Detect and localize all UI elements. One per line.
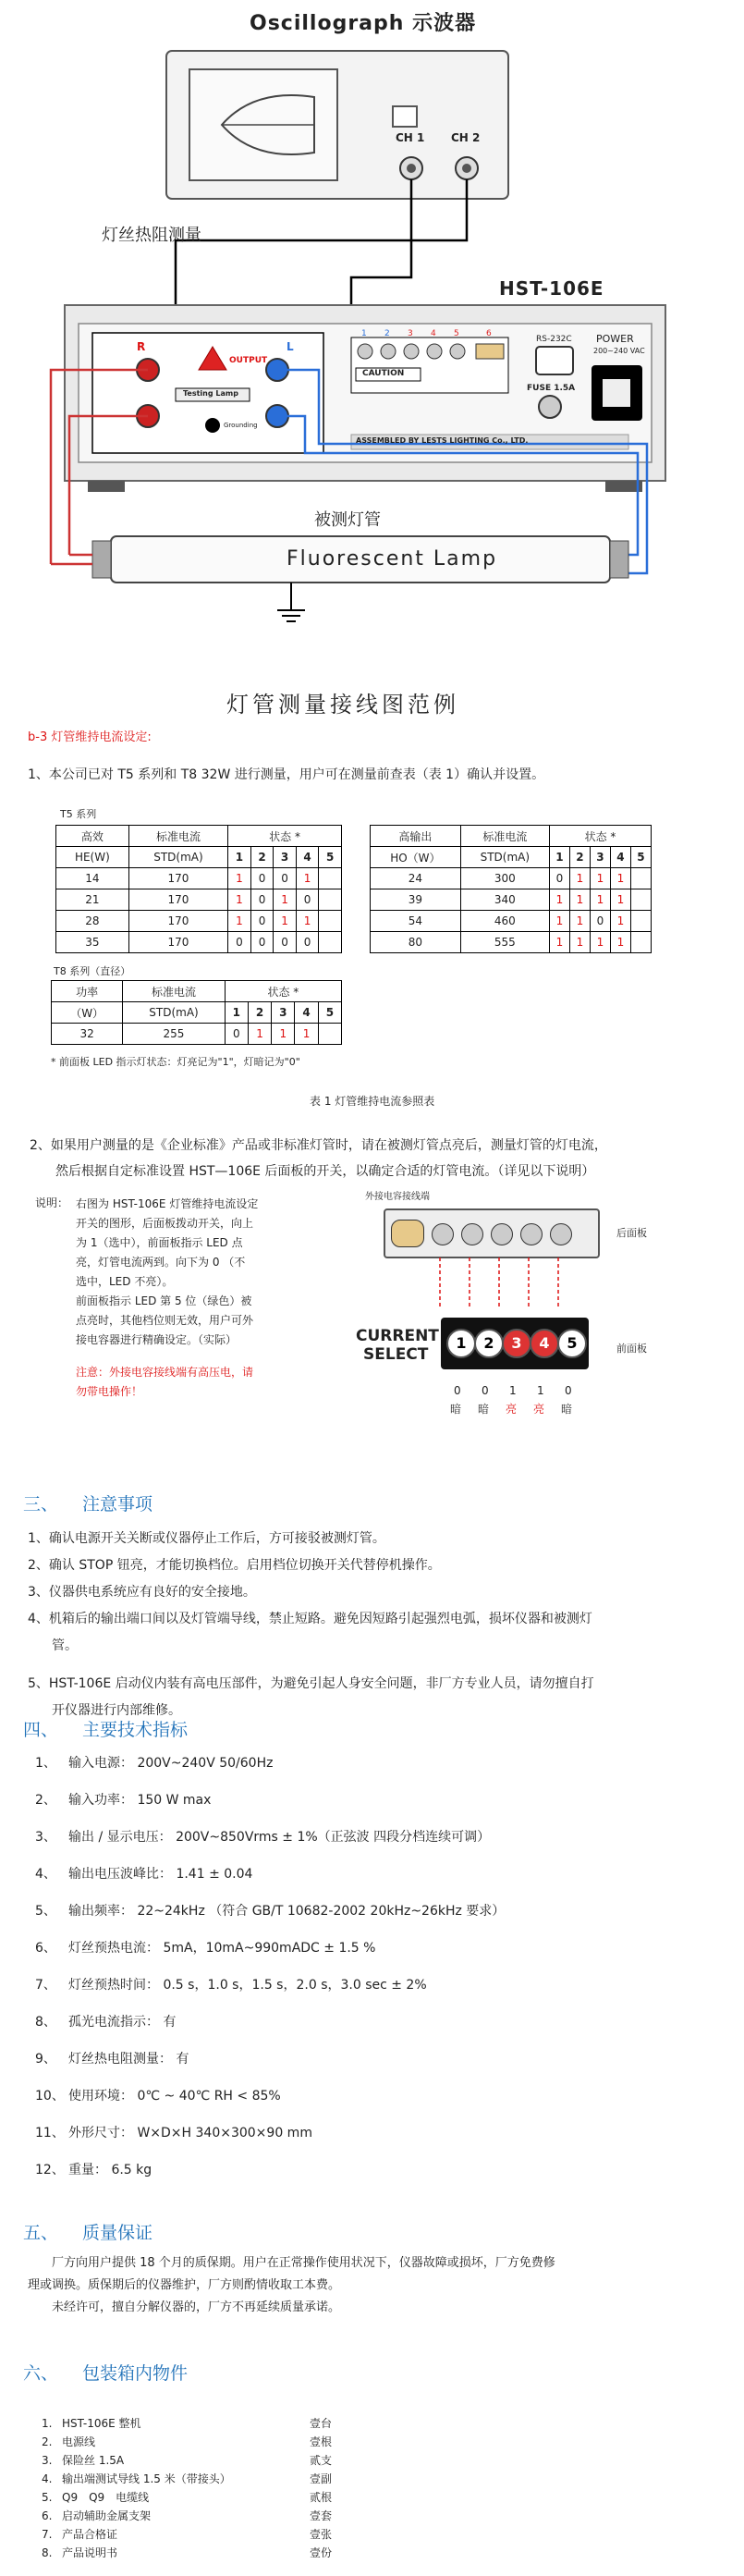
section3-list xyxy=(28,1526,594,1724)
spec-num: 4、 xyxy=(35,1867,56,1882)
led-value: 1 xyxy=(537,1384,544,1397)
pack-qty: 壹份 xyxy=(310,2546,333,2559)
cell: 35 xyxy=(56,932,129,953)
section6-num: 六、 xyxy=(23,2363,59,2384)
pack-num: 7. xyxy=(42,2528,53,2541)
list-item: 4、机箱后的输出端口间以及灯管端导线，禁止短路。避免因短路引起强烈电弧，损坏仪器和被测灯 xyxy=(28,1612,592,1626)
led-state: 暗 xyxy=(478,1403,490,1416)
cell: 300 xyxy=(460,868,549,889)
cell: 0 xyxy=(549,868,569,889)
cell: 2 xyxy=(569,847,590,868)
explain-line: 接电容器进行精确设定。（实际） xyxy=(76,1333,238,1346)
cell: 高效 xyxy=(56,826,129,847)
cell: 170 xyxy=(128,911,227,932)
spec-item xyxy=(35,1864,252,1890)
rear-panel xyxy=(384,1208,600,1258)
cell: 5 xyxy=(630,847,651,868)
cell: STD(mA) xyxy=(460,847,549,868)
lamp-under-test: 被测灯管 xyxy=(314,510,381,530)
paragraph: 理或调换。质保期后的仪器维护，厂方则酌情收取工本费。 xyxy=(28,2278,341,2292)
port-6: 6 xyxy=(486,329,492,338)
section4-heading xyxy=(23,1716,188,1741)
testing-lamp-label: Testing Lamp xyxy=(183,389,238,398)
cell: 1 xyxy=(610,911,630,932)
rear-label: 后面板 xyxy=(616,1227,647,1239)
cell: 状态 * xyxy=(228,826,342,847)
led-state: 暗 xyxy=(450,1403,462,1416)
spec-num: 7、 xyxy=(35,1978,56,1993)
cell: 1 xyxy=(296,911,319,932)
led-value: 0 xyxy=(482,1384,489,1397)
spec-text: 输入功率： 150 W max xyxy=(68,1793,212,1808)
ch1-label: CH 1 xyxy=(396,131,425,144)
table-row xyxy=(371,889,652,911)
section3-title: 注意事项 xyxy=(82,1494,153,1515)
cell xyxy=(319,868,342,889)
cell: 0 xyxy=(250,868,274,889)
cell: 1 xyxy=(610,889,630,911)
table-row xyxy=(371,911,652,932)
cell: 1 xyxy=(225,1002,248,1024)
cell: 39 xyxy=(371,889,461,911)
explain-line: 右图为 HST-106E 灯管维持电流设定 xyxy=(76,1197,259,1210)
pack-num: 4. xyxy=(42,2472,53,2485)
cell: 21 xyxy=(56,889,129,911)
pack-item xyxy=(42,2526,374,2545)
cell: 5 xyxy=(318,1002,341,1024)
cell: 1 xyxy=(569,932,590,953)
pack-num: 3. xyxy=(42,2454,53,2467)
pack-qty: 贰支 xyxy=(310,2454,333,2467)
section5-heading xyxy=(23,2219,152,2244)
cell: 4 xyxy=(610,847,630,868)
cell: 1 xyxy=(272,1024,295,1045)
table-row xyxy=(56,911,342,932)
table-row xyxy=(56,889,342,911)
t5-left-table xyxy=(55,825,342,953)
cell: 1 xyxy=(549,847,569,868)
l-label: L xyxy=(287,340,294,353)
spec-num: 2、 xyxy=(35,1793,56,1808)
cell: 1 xyxy=(274,889,297,911)
cell: 255 xyxy=(123,1024,225,1045)
pack-num: 5. xyxy=(42,2491,53,2504)
led-3: 3 xyxy=(502,1329,531,1358)
cell: 1 xyxy=(248,1024,271,1045)
port-2: 2 xyxy=(384,329,390,338)
power-label: POWER xyxy=(596,333,634,345)
cell: 0 xyxy=(274,868,297,889)
spec-num: 3、 xyxy=(35,1830,56,1845)
cell: 0 xyxy=(250,889,274,911)
cell: 1 xyxy=(228,911,251,932)
pack-name: HST-106E 整机 xyxy=(62,2417,141,2430)
cell xyxy=(318,1024,341,1045)
spec-item xyxy=(35,1938,375,1964)
spec-item xyxy=(35,1790,211,1816)
explain-block xyxy=(76,1195,307,1402)
pack-num: 2. xyxy=(42,2435,53,2448)
grounding-label: Grounding xyxy=(224,422,258,429)
cell: 170 xyxy=(128,932,227,953)
cell: 80 xyxy=(371,932,461,953)
led-4: 4 xyxy=(530,1329,559,1358)
led-5: 5 xyxy=(557,1329,587,1358)
fuse-label: FUSE 1.5A xyxy=(527,384,576,393)
switch-diagram xyxy=(356,1188,707,1466)
cell: 1 xyxy=(569,911,590,932)
section5-body xyxy=(28,2252,730,2319)
table-row xyxy=(371,868,652,889)
cell: 1 xyxy=(228,868,251,889)
explain-line: 开关的图形，后面板拨动开关，向上 xyxy=(76,1217,254,1230)
cell: 1 xyxy=(569,889,590,911)
explain-line: 选中，LED 不亮）。 xyxy=(76,1275,174,1288)
table-caption: 表 1 灯管维持电流参照表 xyxy=(310,1095,435,1108)
t8-table xyxy=(51,980,342,1045)
spec-item xyxy=(35,1827,490,1853)
pack-name: 输出端测试导线 1.5 米（带接头） xyxy=(62,2472,231,2485)
section-b-p1: 1、本公司已对 T5 系列和 T8 32W 进行测量，用户可在测量前查表（表 1）确认并设置。 xyxy=(28,767,545,782)
cell xyxy=(319,911,342,932)
cell: 4 xyxy=(295,1002,318,1024)
fluorescent-label: Fluorescent Lamp xyxy=(287,547,498,570)
cell: 状态 * xyxy=(549,826,651,847)
port-5: 5 xyxy=(454,329,459,338)
table-row xyxy=(56,932,342,953)
spec-text: 孤光电流指示： 有 xyxy=(68,2015,177,2030)
led-value: 0 xyxy=(565,1384,572,1397)
filament-label: 灯丝热阻测量 xyxy=(102,226,201,245)
cell: 555 xyxy=(460,932,549,953)
cell: STD(mA) xyxy=(123,1002,225,1024)
list-item: 3、仪器供电系统应有良好的安全接地。 xyxy=(28,1585,256,1600)
paragraph: 未经许可，擅自分解仪器的，厂方不再延续质量承诺。 xyxy=(52,2300,341,2314)
pack-num: 1. xyxy=(42,2417,53,2430)
pack-name: 启动辅助金属支架 xyxy=(62,2509,152,2522)
pack-qty: 贰根 xyxy=(310,2491,333,2504)
spec-item xyxy=(35,1901,505,1927)
output-label: OUTPUT xyxy=(229,356,268,365)
spec-text: 灯丝预热电流： 5mA，10mA~990mADC ± 1.5 % xyxy=(68,1941,376,1956)
cell: 1 xyxy=(569,868,590,889)
cell: 24 xyxy=(371,868,461,889)
port-3: 3 xyxy=(408,329,413,338)
led-1: 1 xyxy=(446,1329,476,1358)
cell: 1 xyxy=(549,889,569,911)
pack-item xyxy=(42,2434,374,2452)
port-1: 1 xyxy=(361,329,367,338)
t5-right-table xyxy=(370,825,652,953)
section5-title: 质量保证 xyxy=(82,2223,153,2243)
spec-text: 外形尺寸： W×D×H 340×300×90 mm xyxy=(68,2126,312,2141)
pack-qty: 壹副 xyxy=(310,2472,333,2485)
spec-item xyxy=(35,1753,273,1779)
spec-num: 9、 xyxy=(35,2052,56,2067)
cell: 3 xyxy=(274,847,297,868)
spec-text: 重量： 6.5 kg xyxy=(68,2163,152,2177)
cell: 0 xyxy=(296,932,319,953)
ch2-label: CH 2 xyxy=(451,131,481,144)
oscilloscope-knob xyxy=(393,106,417,127)
cell: 0 xyxy=(274,932,297,953)
cell xyxy=(630,932,651,953)
spec-num: 1、 xyxy=(35,1756,56,1771)
power-spec: 200~240 VAC xyxy=(593,347,645,355)
cell: 标准电流 xyxy=(123,981,225,1002)
cell: 2 xyxy=(250,847,274,868)
section-b-p2a: 2、如果用户测量的是《企业标准》产品或非标准灯管时，请在被测灯管点亮后，测量灯管的灯电流， xyxy=(30,1138,607,1153)
led-value: 0 xyxy=(454,1384,461,1397)
cell: 1 xyxy=(590,868,610,889)
cell: HE(W) xyxy=(56,847,129,868)
list-item: 1、确认电源开关关断或仪器停止工作后，方可接驳被测灯管。 xyxy=(28,1531,385,1546)
explain-line: 点亮时，其他档位则无效，用户可外 xyxy=(76,1314,254,1327)
caution-label: CAUTION xyxy=(362,369,405,378)
paragraph: 厂方向用户提供 18 个月的质保期。用户在正常操作使用状况下，仪器故障或损坏，厂方免费修 xyxy=(52,2256,555,2270)
pack-item xyxy=(42,2508,374,2526)
pack-qty: 壹套 xyxy=(310,2509,333,2522)
cell: 1 xyxy=(610,932,630,953)
spec-text: 灯丝预热时间： 0.5 s，1.0 s，1.5 s，2.0 s，3.0 sec ± 2% xyxy=(68,1978,427,1993)
pack-name: 产品合格证 xyxy=(62,2528,118,2541)
explain-title: 说明： xyxy=(35,1196,69,1209)
pack-item xyxy=(42,2545,374,2563)
section3-heading xyxy=(23,1490,152,1515)
spec-text: 输出 / 显示电压： 200V~850Vrms ± 1%（正弦波 四段分档连续可调） xyxy=(68,1830,491,1845)
led-note: * 前面板 LED 指示灯状态：灯亮记为"1"，灯暗记为"0" xyxy=(51,1056,300,1068)
spec-text: 输出频率： 22~24kHz （符合 GB/T 10682-2002 20kHz~26kHz 要求） xyxy=(68,1904,506,1919)
cell: 1 xyxy=(296,868,319,889)
cell xyxy=(630,911,651,932)
cell: 高输出 xyxy=(371,826,461,847)
cell: 28 xyxy=(56,911,129,932)
section3-num: 三、 xyxy=(23,1494,59,1515)
spec-num: 10、 xyxy=(35,2089,65,2104)
cell: 标准电流 xyxy=(128,826,227,847)
cell: 0 xyxy=(296,889,319,911)
cell: 2 xyxy=(248,1002,271,1024)
model-label: HST-106E xyxy=(499,277,604,300)
cell: 54 xyxy=(371,911,461,932)
front-panel xyxy=(441,1318,589,1369)
cell: 170 xyxy=(128,889,227,911)
cell: 1 xyxy=(549,932,569,953)
list-item: 2、确认 STOP 钮亮，才能切换档位。启用档位切换开关代替停机操作。 xyxy=(28,1558,441,1573)
cell: HO（W） xyxy=(371,847,461,868)
spec-num: 5、 xyxy=(35,1904,56,1919)
pack-item xyxy=(42,2489,374,2508)
cell: （W） xyxy=(52,1002,123,1024)
cell: 460 xyxy=(460,911,549,932)
spec-item xyxy=(35,2160,152,2186)
pack-name: Q9 Q9 电缆线 xyxy=(62,2491,150,2504)
spec-num: 8、 xyxy=(35,2015,56,2030)
cell: 1 xyxy=(228,847,251,868)
cell: 32 xyxy=(52,1024,123,1045)
spec-text: 输出电压波峰比： 1.41 ± 0.04 xyxy=(68,1867,253,1882)
wiring-diagram xyxy=(0,0,744,718)
cell: 1 xyxy=(228,889,251,911)
cell: 14 xyxy=(56,868,129,889)
current-select-label xyxy=(356,1327,439,1364)
spec-item xyxy=(35,2012,176,2038)
pack-name: 产品说明书 xyxy=(62,2546,118,2559)
section4-num: 四、 xyxy=(23,1720,59,1740)
spec-item xyxy=(35,2086,281,2112)
pack-name: 电源线 xyxy=(62,2435,96,2448)
spec-text: 输入电源： 200V~240V 50/60Hz xyxy=(68,1756,274,1771)
cell: 1 xyxy=(590,889,610,911)
led-value: 1 xyxy=(509,1384,517,1397)
cell xyxy=(319,889,342,911)
section-b-p2b: 然后根据自定标准设置 HST—106E 后面板的开关，以确定合适的灯管电流。（详见以下说明） xyxy=(55,1164,595,1179)
spec-num: 11、 xyxy=(35,2126,65,2141)
list-item: 管。 xyxy=(52,1638,78,1653)
section6-heading xyxy=(23,2360,188,2385)
cell: 状态 * xyxy=(225,981,341,1002)
cell: 340 xyxy=(460,889,549,911)
cell: STD(mA) xyxy=(128,847,227,868)
r-label: R xyxy=(137,340,146,353)
assembled-label: ASSEMBLED BY LESTS LIGHTING Co., LTD. xyxy=(356,436,529,445)
front-label: 前面板 xyxy=(616,1343,647,1355)
cell xyxy=(319,932,342,953)
switch-title: 外接电容接线端 xyxy=(365,1192,430,1202)
spec-num: 6、 xyxy=(35,1941,56,1956)
section4-title: 主要技术指标 xyxy=(82,1720,189,1740)
spec-text: 使用环境： 0℃ ~ 40℃ RH < 85% xyxy=(68,2089,281,2104)
cell: 1 xyxy=(549,911,569,932)
cell: 170 xyxy=(128,868,227,889)
warn-line: 勿带电操作！ xyxy=(76,1385,143,1398)
explain-line: 前面板指示 LED 第 5 位（绿色）被 xyxy=(76,1294,252,1307)
table-row xyxy=(56,868,342,889)
cell: 标准电流 xyxy=(460,826,549,847)
led-state: 亮 xyxy=(506,1403,518,1416)
t8-label: T8 系列（直径） xyxy=(54,965,131,977)
pack-name: 保险丝 1.5A xyxy=(62,2454,125,2467)
spec-item xyxy=(35,2123,312,2149)
section5-num: 五、 xyxy=(23,2223,59,2243)
cell: 功率 xyxy=(52,981,123,1002)
pack-qty: 壹台 xyxy=(310,2417,333,2430)
cell: 5 xyxy=(319,847,342,868)
spec-item xyxy=(35,2049,189,2075)
pack-item xyxy=(42,2415,374,2434)
cell: 4 xyxy=(296,847,319,868)
current-select-line2: SELECT xyxy=(363,1345,429,1364)
current-select-line1: CURRENT xyxy=(356,1327,439,1345)
cell: 3 xyxy=(272,1002,295,1024)
cell: 1 xyxy=(295,1024,318,1045)
cell: 0 xyxy=(250,932,274,953)
cell xyxy=(630,889,651,911)
pack-qty: 壹张 xyxy=(310,2528,333,2541)
section-b-heading: b-3 灯管维持电流设定: xyxy=(28,730,152,744)
cell: 1 xyxy=(610,868,630,889)
list-item: 开仪器进行内部维修。 xyxy=(52,1703,181,1718)
warn-line: 注意：外接电容接线端有高压电，请 xyxy=(76,1366,254,1379)
cell: 0 xyxy=(590,911,610,932)
cell: 0 xyxy=(250,911,274,932)
list-item: 5、HST-106E 启动仪内装有高电压部件，为避免引起人身安全问题，非厂方专业人员，请勿擅自打 xyxy=(28,1676,594,1691)
oscillograph-title: Oscillograph 示波器 xyxy=(250,12,477,35)
pack-num: 8. xyxy=(42,2546,53,2559)
pack-num: 6. xyxy=(42,2509,53,2522)
led-state: 暗 xyxy=(561,1403,573,1416)
rs232-label: RS-232C xyxy=(536,335,572,344)
pack-qty: 壹根 xyxy=(310,2435,333,2448)
cell: 0 xyxy=(228,932,251,953)
cell: 1 xyxy=(274,911,297,932)
section6-title: 包装箱内物件 xyxy=(82,2363,189,2384)
table-row xyxy=(371,932,652,953)
cell: 0 xyxy=(225,1024,248,1045)
spec-item xyxy=(35,1975,427,2001)
cell: 3 xyxy=(590,847,610,868)
spec-text: 灯丝热电阻测量： 有 xyxy=(68,2052,189,2067)
t5-label: T5 系列 xyxy=(60,808,97,820)
cell xyxy=(630,868,651,889)
explain-line: 为 1（选中），前面板指示 LED 点 xyxy=(76,1236,243,1249)
cell: 1 xyxy=(590,932,610,953)
pack-item xyxy=(42,2471,374,2489)
diagram-caption: 灯管测量接线图范例 xyxy=(226,692,459,718)
explain-line: 亮，灯管电流两到。向下为 0 （不 xyxy=(76,1256,246,1269)
led-2: 2 xyxy=(474,1329,504,1358)
spec-num: 12、 xyxy=(35,2163,65,2177)
table-row xyxy=(52,1024,342,1045)
pack-item xyxy=(42,2452,374,2471)
port-4: 4 xyxy=(431,329,436,338)
led-state: 亮 xyxy=(533,1403,545,1416)
